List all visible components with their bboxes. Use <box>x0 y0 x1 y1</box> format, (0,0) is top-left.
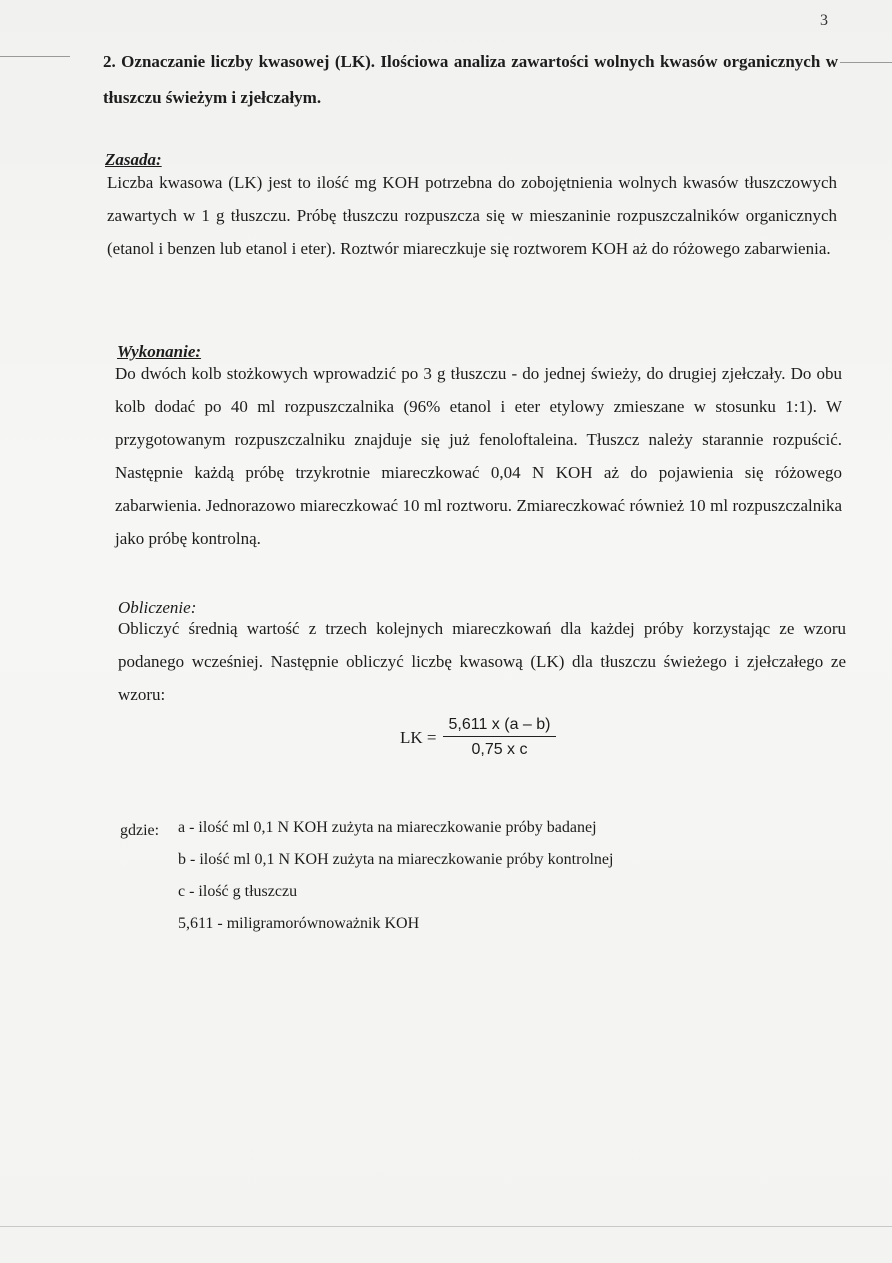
formula-fraction <box>443 716 557 759</box>
wykonanie-paragraph: Do dwóch kolb stożkowych wprowadzić po 3 g tłuszczu - do jednej świeży, do drugiej zjełczały. Do obu kolb dodać po 40 ml rozpuszczalnika (96% etanol i eter etylowy zmieszane w stosunku 1:1). W przygotowanym rozpuszczalniku znajduje się już fenoloftaleina. Tłuszcz należy starannie rozpuścić. Następnie każdą próbę trzykrotnie miareczkować 0,04 N KOH aż do pojawienia się różowego zabarwienia. Jednorazowo miareczkować 10 ml roztworu. Zmiareczkować również 10 ml rozpuszczalnika jako próbę kontrolną. <box>115 364 842 548</box>
legend-item: b - ilość ml 0,1 N KOH zużyta na miareczkowanie próby kontrolnej <box>178 851 614 868</box>
page-number: 3 <box>820 12 828 29</box>
crop-mark-bottom <box>0 1226 892 1227</box>
formula-lhs: LK = <box>400 727 437 747</box>
zasada-title: Zasada: <box>105 150 162 169</box>
formula-denominator: 0,75 x c <box>471 741 528 758</box>
wykonanie-title: Wykonanie: <box>117 342 202 361</box>
exercise-heading: 2. Oznaczanie liczby kwasowej (LK). Ilościowa analiza zawartości wolnych kwasów organicznych w tłuszczu świeżym i zjełczałym. <box>103 52 838 107</box>
legend-intro: gdzie: <box>120 822 160 839</box>
obliczenie-paragraph: Obliczyć średnią wartość z trzech kolejnych miareczkowań dla każdej próby korzystając ze wzoru podanego wcześniej. Następnie obliczyć liczbę kwasową (LK) dla tłuszczu świeżego i zjełczałego ze wzoru: <box>118 619 846 704</box>
legend-item: 5,611 - miligramorównoważnik KOH <box>178 915 420 932</box>
formula-numerator: 5,611 x (a – b) <box>443 716 557 737</box>
legend-item: c - ilość g tłuszczu <box>178 883 298 900</box>
crop-mark-top-right <box>840 62 892 63</box>
acid-number-formula <box>400 716 556 759</box>
obliczenie-title: Obliczenie: <box>118 598 197 617</box>
legend-item: a - ilość ml 0,1 N KOH zużyta na miareczkowanie próby badanej <box>178 819 597 836</box>
crop-mark-top-left <box>0 56 70 57</box>
zasada-paragraph: Liczba kwasowa (LK) jest to ilość mg KOH potrzebna do zobojętnienia wolnych kwasów tłuszczowych zawartych w 1 g tłuszczu. Próbę tłuszczu rozpuszcza się w mieszaninie rozpuszczalników organicznych (etanol i benzen lub etanol i eter). Roztwór miareczkuje się roztworem KOH aż do różowego zabarwienia. <box>107 173 837 258</box>
